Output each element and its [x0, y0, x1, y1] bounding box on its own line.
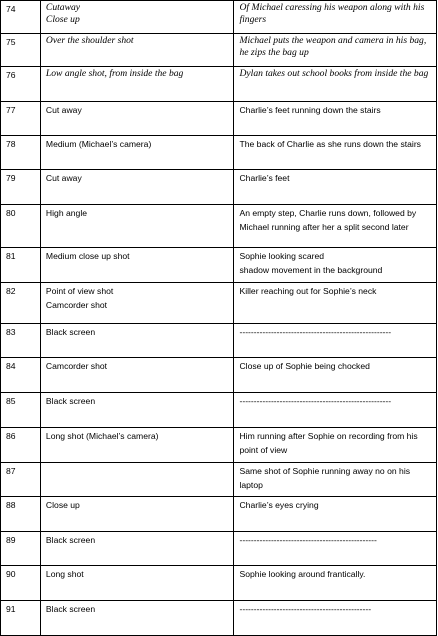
shot-number: 81 — [1, 248, 41, 282]
shot-number: 88 — [1, 497, 41, 531]
shot-number: 85 — [1, 393, 41, 427]
shot-description: Charlie’s feet — [234, 170, 437, 204]
shot-number: 83 — [1, 324, 41, 357]
table-row — [1, 358, 437, 393]
shot-number: 87 — [1, 463, 41, 496]
shot-type: Low angle shot, from inside the bag — [41, 67, 235, 101]
shot-type: Black screen — [41, 393, 235, 427]
table-row — [1, 67, 437, 102]
shot-description: Charlie’s feet running down the stairs — [234, 102, 437, 135]
table-row — [1, 205, 437, 248]
shot-number: 78 — [1, 136, 41, 169]
table-row — [1, 497, 437, 532]
table-row — [1, 248, 437, 283]
shot-description: Him running after Sophie on recording from his point of view — [234, 428, 437, 462]
shot-type: Black screen — [41, 532, 235, 565]
shot-description: ----------------------------------------------------- — [234, 393, 437, 427]
table-row — [1, 532, 437, 566]
shot-description: Michael puts the weapon and camera in his bag, he zips the bag up — [234, 34, 437, 66]
shot-description: Dylan takes out school books from inside the bag — [234, 67, 437, 101]
shot-number: 90 — [1, 566, 41, 600]
table-row — [1, 136, 437, 170]
shot-description: An empty step, Charlie runs down, followed by Michael running after her a split second later — [234, 205, 437, 247]
shot-number: 89 — [1, 532, 41, 565]
table-row — [1, 283, 437, 324]
shot-type: Long shot — [41, 566, 235, 600]
shot-type: Camcorder shot — [41, 358, 235, 392]
shot-type: High angle — [41, 205, 235, 247]
shot-number: 91 — [1, 601, 41, 635]
table-row — [1, 463, 437, 497]
shot-type — [41, 463, 235, 496]
shot-description: Of Michael caressing his weapon along with his fingers — [234, 1, 437, 33]
table-row — [1, 601, 437, 636]
shot-description: Same shot of Sophie running away no on his laptop — [234, 463, 437, 496]
shot-description: Sophie looking around frantically. — [234, 566, 437, 600]
table-row — [1, 102, 437, 136]
table-row — [1, 1, 437, 34]
shot-number: 77 — [1, 102, 41, 135]
shot-type: Black screen — [41, 601, 235, 635]
shot-number: 74 — [1, 1, 41, 33]
shot-number: 75 — [1, 34, 41, 66]
shot-number: 80 — [1, 205, 41, 247]
table-row — [1, 34, 437, 67]
shot-description: The back of Charlie as she runs down the stairs — [234, 136, 437, 169]
shot-description: Close up of Sophie being chocked — [234, 358, 437, 392]
table-row — [1, 566, 437, 601]
shot-description: Charlie’s eyes crying — [234, 497, 437, 531]
shot-type: Cutaway Close up — [41, 1, 235, 33]
shot-type: Close up — [41, 497, 235, 531]
shot-type: Point of view shot Camcorder shot — [41, 283, 235, 323]
shot-number: 82 — [1, 283, 41, 323]
shot-type: Long shot (Michael’s camera) — [41, 428, 235, 462]
shot-type: Over the shoulder shot — [41, 34, 235, 66]
shot-number: 86 — [1, 428, 41, 462]
shot-type: Medium (Michael’s camera) — [41, 136, 235, 169]
shot-number: 84 — [1, 358, 41, 392]
shot-type: Cut away — [41, 170, 235, 204]
shot-description: ---------------------------------------------- — [234, 601, 437, 635]
table-row — [1, 428, 437, 463]
table-row — [1, 393, 437, 428]
shot-type: Black screen — [41, 324, 235, 357]
shot-type: Medium close up shot — [41, 248, 235, 282]
shot-description: ----------------------------------------------------- — [234, 324, 437, 357]
shot-description: ------------------------------------------------ — [234, 532, 437, 565]
shot-number: 76 — [1, 67, 41, 101]
shot-description: Killer reaching out for Sophie’s neck — [234, 283, 437, 323]
shot-description: Sophie looking scared shadow movement in the background — [234, 248, 437, 282]
shot-type: Cut away — [41, 102, 235, 135]
shot-number: 79 — [1, 170, 41, 204]
table-row — [1, 324, 437, 358]
table-row — [1, 170, 437, 205]
